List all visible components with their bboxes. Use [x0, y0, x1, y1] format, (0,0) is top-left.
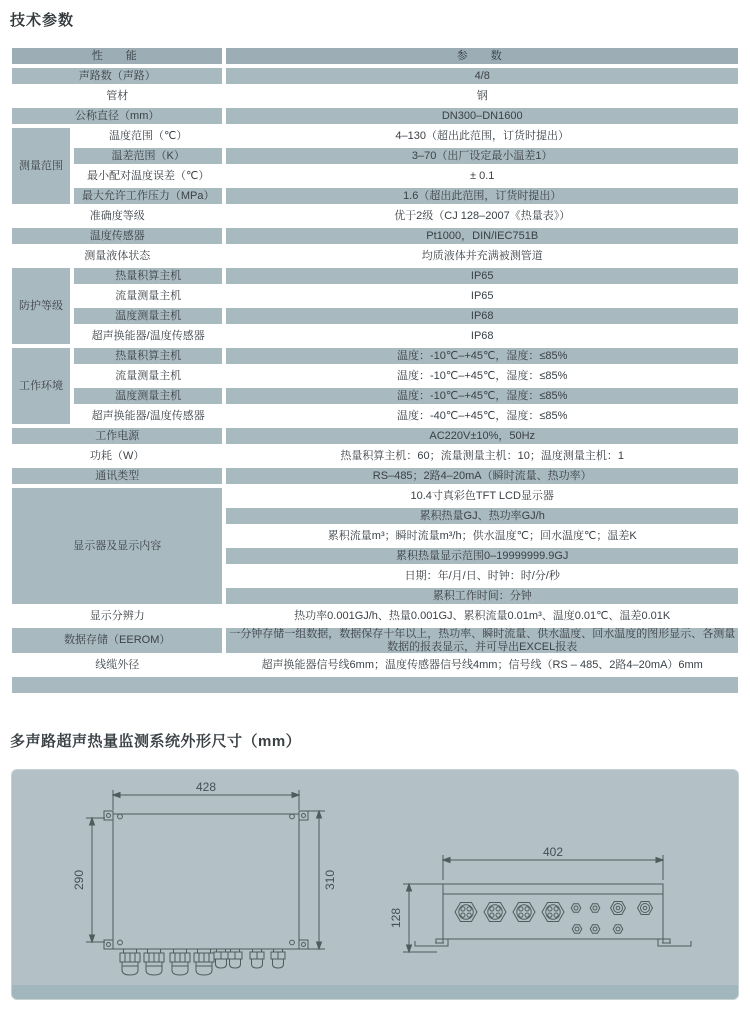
- table-row: 累积工作时间：分钟: [12, 588, 738, 604]
- transducer-connector: [542, 903, 564, 922]
- medium-port: [638, 902, 653, 915]
- front-view-drawing: [86, 790, 325, 975]
- table-row: 流量测量主机 IP65: [12, 288, 738, 304]
- panel-bottom-accent-bar: [12, 985, 738, 999]
- table-row: 声路数（声路） 4/8: [12, 68, 738, 84]
- outline-dimension-drawing: [12, 770, 739, 1000]
- row-group-label: 显示器及显示内容: [12, 488, 222, 604]
- table-row: 累积流量m³；瞬时流量m³/h；供水温度℃；回水温度℃；温差K: [12, 528, 738, 544]
- side-width-dimension: 402: [542, 845, 564, 860]
- table-row: 累积热量显示范围0–19999999.9GJ: [12, 548, 738, 564]
- row-group-label: 工作环境: [12, 348, 70, 424]
- table-row: 最小配对温度误差（℃） ± 0.1: [12, 168, 738, 184]
- table-row: 测量范围 温度范围（℃） 4–130（超出此范围，订货时提出）: [12, 128, 738, 144]
- table-row: 通讯类型 RS–485；2路4–20mA（瞬时流量、热功率）: [12, 468, 738, 484]
- table-row: 功耗（W） 热量积算主机：60；流量测量主机：10；温度测量主机：1: [12, 448, 738, 464]
- medium-port: [611, 902, 626, 915]
- table-row: 超声换能器/温度传感器 温度：-40℃–+45℃，湿度：≤85%: [12, 408, 738, 424]
- cable-gland-small: [214, 949, 228, 968]
- row-group-label: 测量范围: [12, 128, 70, 204]
- table-row: 公称直径（mm） DN300–DN1600: [12, 108, 738, 124]
- table-row: 测量液体状态 均质液体并充满被测管道: [12, 248, 738, 264]
- table-row: 温度传感器 Pt1000，DIN/IEC751B: [12, 228, 738, 244]
- table-row: 数据存储（EEROM） 一分钟存储一组数据，数据保存十年以上，热功率、瞬时流量、供水温度、回水温度的图形显示、各测量数据的报表显示，并可导出EXCEL报表: [12, 628, 738, 653]
- front-height-right-dimension: 310: [323, 870, 337, 891]
- table-row: 防护等级 热量积算主机 IP65: [12, 268, 738, 284]
- transducer-connector: [455, 903, 477, 922]
- cable-gland-large: [170, 949, 190, 975]
- page-title: 技术参数: [10, 12, 75, 29]
- transducer-connector: [484, 903, 506, 922]
- table-row: 累积热量GJ、热功率GJ/h: [12, 508, 738, 524]
- table-row: 工作环境 热量积算主机 温度：-10℃–+45℃，湿度：≤85%: [12, 348, 738, 364]
- table-row: 显示器及显示内容 10.4寸真彩色TFT LCD显示器: [12, 488, 738, 504]
- small-port: [571, 904, 581, 912]
- cable-gland-small: [228, 949, 242, 968]
- header-col2: 参 数: [226, 48, 738, 64]
- table-row: 最大允许工作压力（MPa） 1.6（超出此范围，订货时提出）: [12, 188, 738, 204]
- cable-gland-small: [250, 949, 264, 968]
- header-col1: 性 能: [12, 48, 222, 64]
- table-row: 温度测量主机 温度：-10℃–+45℃，湿度：≤85%: [12, 388, 738, 404]
- small-port: [590, 925, 600, 933]
- table-row: 显示分辨力 热功率0.001GJ/h、热量0.001GJ、累积流量0.01m³、温度0.01℃、温差0.01K: [12, 608, 738, 624]
- dimension-drawing-panel: [11, 769, 739, 1000]
- row-group-label: 防护等级: [12, 268, 70, 344]
- cable-gland-large: [194, 949, 214, 975]
- table-row-empty: [12, 677, 738, 693]
- side-body-outline: [443, 884, 663, 939]
- cable-gland-large: [144, 949, 164, 975]
- table-row: 管材 钢: [12, 88, 738, 104]
- front-width-dimension: 428: [195, 780, 217, 795]
- table-row: 准确度等级 优于2级（CJ 128–2007《热量表》）: [12, 208, 738, 224]
- cable-gland-small: [271, 949, 285, 968]
- side-height-dimension: 128: [389, 908, 403, 929]
- table-row: 线缆外径 超声换能器信号线6mm；温度传感器信号线4mm；信号线（RS – 485、2路4–20mA）6mm: [12, 657, 738, 673]
- cable-gland-large: [120, 949, 140, 975]
- table-row: 温差范围（K） 3–70（出厂设定最小温差1）: [12, 148, 738, 164]
- table-row: 流量测量主机 温度：-10℃–+45℃，湿度：≤85%: [12, 368, 738, 384]
- side-view-drawing: [403, 855, 691, 952]
- enclosure-outline: [113, 814, 299, 949]
- spec-table: [8, 44, 742, 697]
- table-row: 超声换能器/温度传感器 IP68: [12, 328, 738, 344]
- small-port: [572, 925, 582, 933]
- dimensions-section-title: 多声路超声热量监测系统外形尺寸（mm）: [10, 733, 302, 751]
- table-header-row: [12, 48, 738, 64]
- table-row: 温度测量主机 IP68: [12, 308, 738, 324]
- front-height-left-dimension: 290: [72, 870, 86, 891]
- table-row: 日期：年/月/日、时钟：时/分/秒: [12, 568, 738, 584]
- small-port: [590, 904, 600, 912]
- small-port: [613, 925, 623, 933]
- transducer-connector: [513, 903, 535, 922]
- table-row: 工作电源 AC220V±10%，50Hz: [12, 428, 738, 444]
